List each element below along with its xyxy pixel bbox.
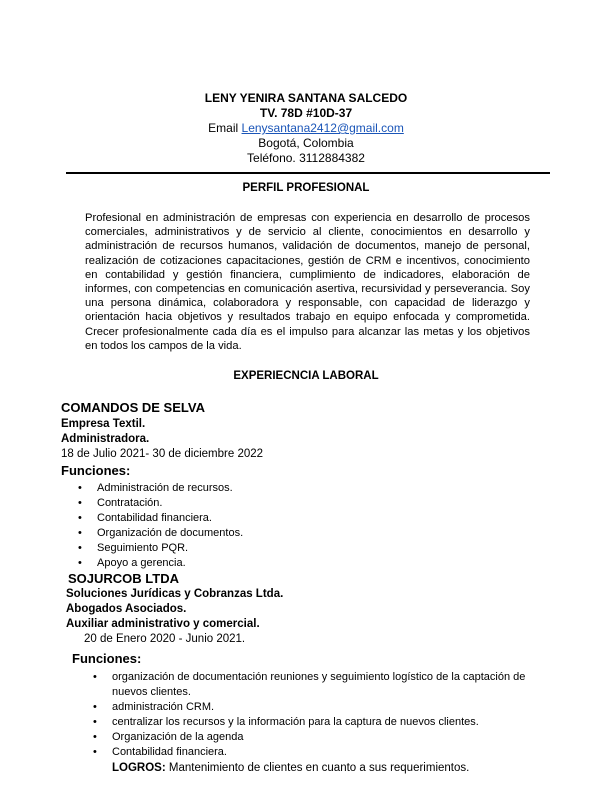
bullet-icon: • — [78, 542, 82, 554]
achievements-label: LOGROS: — [112, 762, 166, 774]
email-link[interactable]: Lenysantana2412@gmail.com — [241, 121, 404, 135]
job2-functions-list — [93, 670, 552, 760]
bullet-icon: • — [93, 716, 97, 728]
city: Bogotá, Colombia — [258, 136, 354, 150]
job2-firm: Soluciones Jurídicas y Cobranzas Ltda. — [66, 588, 284, 600]
phone: Teléfono. 3112884382 — [247, 151, 365, 165]
bullet-icon: • — [78, 527, 82, 539]
list-item: • Contratación. — [78, 497, 163, 509]
bullet-icon: • — [78, 482, 82, 494]
list-item: • Seguimiento PQR. — [78, 542, 189, 554]
job2-role: Auxiliar administrativo y comercial. — [66, 618, 260, 630]
job2-company: SOJURCOB LTDA — [68, 571, 179, 586]
job1-functions-list — [78, 481, 497, 571]
experience-heading: EXPERIECNCIA LABORAL — [233, 370, 379, 382]
bullet-icon: • — [93, 671, 97, 683]
list-item: • Apoyo a gerencia. — [78, 557, 186, 569]
bullet-icon: • — [93, 701, 97, 713]
bullet-icon: • — [78, 512, 82, 524]
address: TV. 78D #10D-37 — [259, 106, 353, 120]
list-item: • Contabilidad financiera. — [78, 512, 212, 524]
profile-heading: PERFIL PROFESIONAL — [242, 182, 370, 194]
header-divider — [66, 172, 550, 174]
job2-functions-label: Funciones: — [72, 651, 142, 666]
email-line — [0, 121, 612, 136]
job1-role: Administradora. — [61, 433, 150, 445]
email-label: Email — [208, 121, 239, 135]
profile-text: Profesional en administración de empresas con experiencia en desarrollo de procesos comerciales, administrativos y de servicio al cliente, conocimientos en desarrollo y administración de recursos humanos, validación de documentos, manejo de personal, realización de cotizaciones capacitaciones, gestión de CRM e incentivos, conocimiento en contabilidad y gestión financiera, cumplimiento de indicadores, elaboración de informes, con competencias en comunicación asertiva, recursividad y perseverancia. Soy una persona dinámica, colaboradora y responsable, con capacidad de liderazgo y orientación hacia objetivos y resultados trabajo en equipo enfocada y comprometida. Crecer profesionalmente cada día es el impulso para alcanzar las metas y los objetivos en todos los campos de la vida. — [85, 212, 530, 352]
job2-dates: 20 de Enero 2020 - Junio 2021. — [84, 633, 246, 645]
candidate-name: LENY YENIRA SANTANA SALCEDO — [204, 91, 408, 105]
job1-functions-label: Funciones: — [61, 463, 131, 478]
list-item: • organización de documentación reuniones y seguimiento logístico de la captación de nuevos clientes. — [93, 671, 526, 698]
job2-achievements — [112, 761, 469, 775]
list-item: • Contabilidad financiera. — [93, 746, 227, 758]
achievements-text: Mantenimiento de clientes en cuanto a sus requerimientos. — [168, 762, 470, 774]
bullet-icon: • — [93, 731, 97, 743]
bullet-icon: • — [78, 557, 82, 569]
list-item: • Organización de la agenda — [93, 731, 244, 743]
list-item: • Organización de documentos. — [78, 527, 244, 539]
job1-dates: 18 de Julio 2021- 30 de diciembre 2022 — [61, 448, 264, 460]
job1-company: COMANDOS DE SELVA — [61, 400, 205, 415]
list-item: • administración CRM. — [93, 701, 215, 713]
job1-industry: Empresa Textil. — [61, 418, 146, 430]
bullet-icon: • — [78, 497, 82, 509]
list-item: • Administración de recursos. — [78, 482, 233, 494]
job2-subtitle: Abogados Asociados. — [66, 603, 187, 615]
bullet-icon: • — [93, 746, 97, 758]
list-item: • centralizar los recursos y la información para la captura de nuevos clientes. — [93, 716, 479, 728]
